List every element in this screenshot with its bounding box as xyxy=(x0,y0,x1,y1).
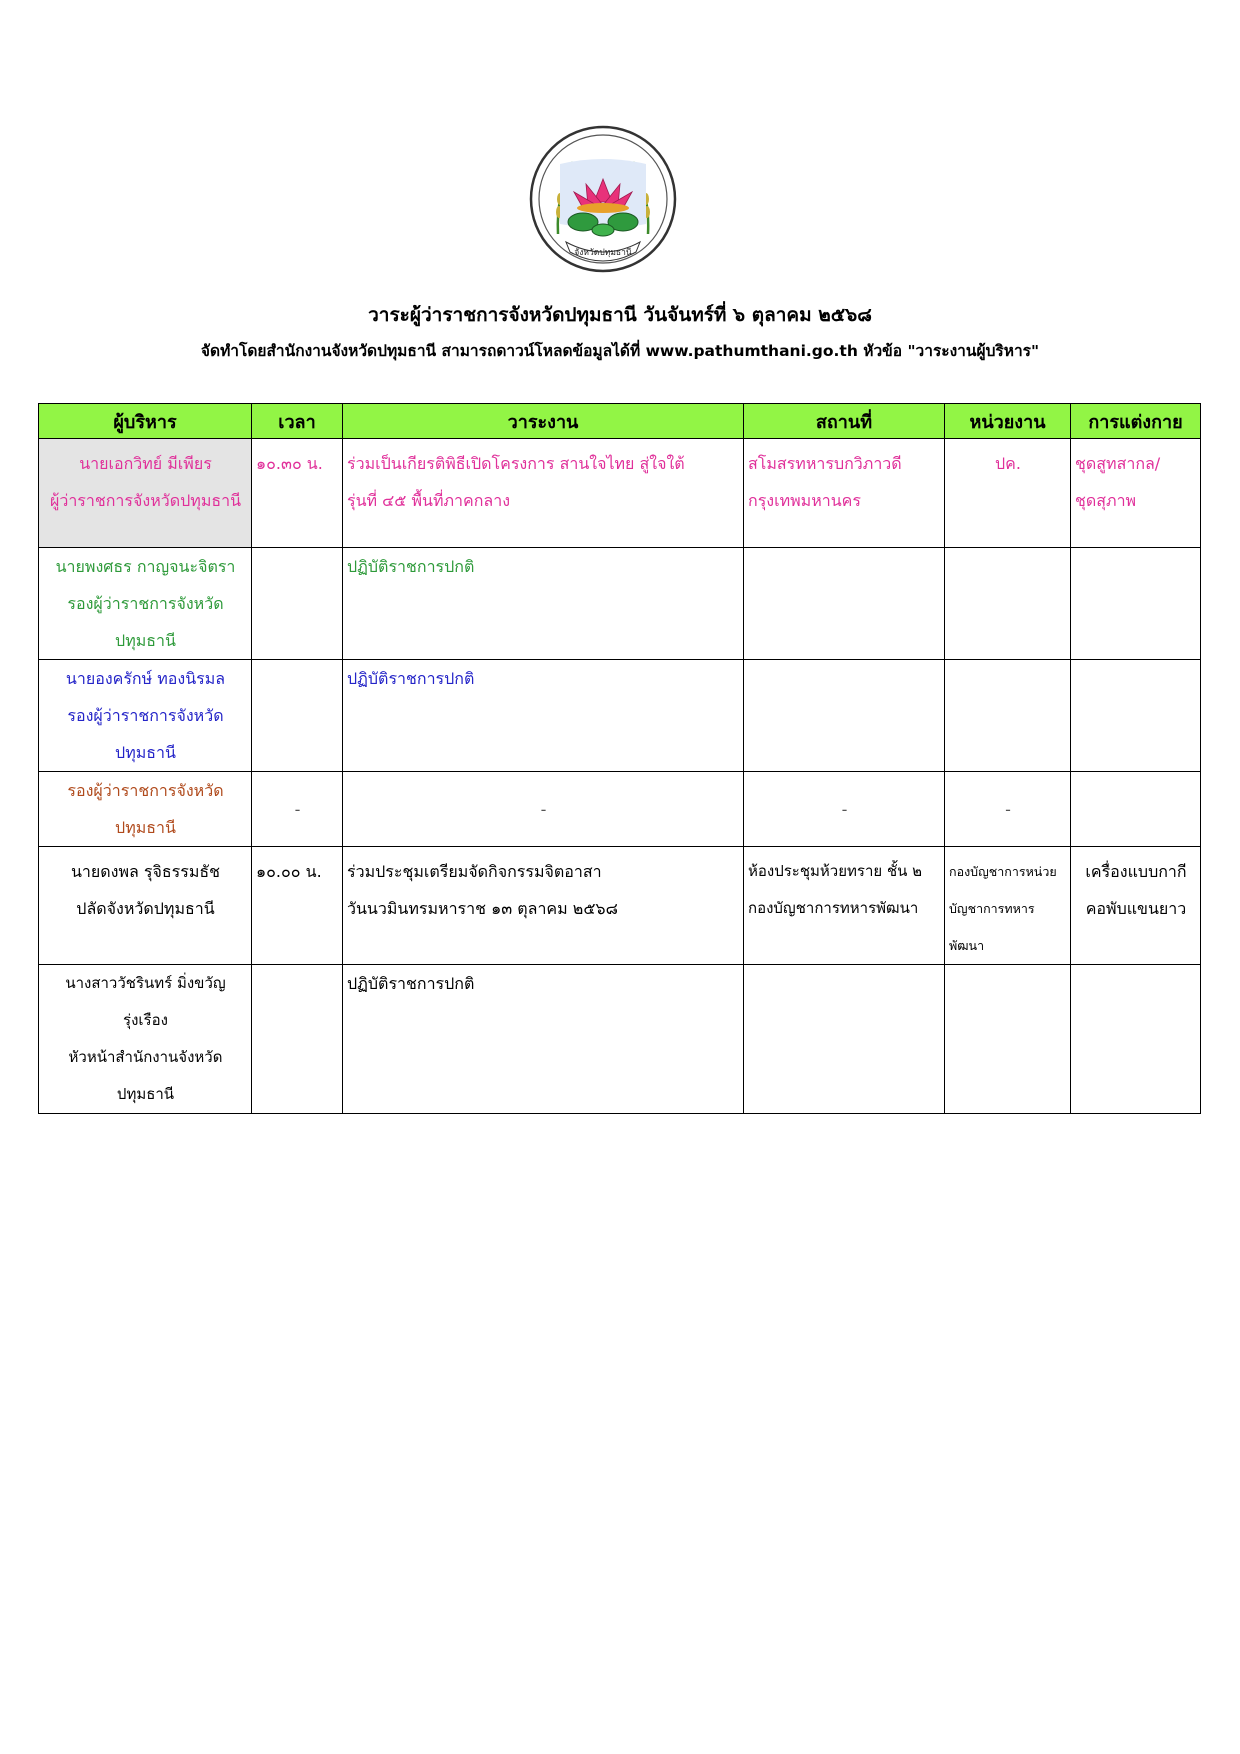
column-header-dress: การแต่งกาย xyxy=(1071,404,1201,439)
page-title: วาระผู้ว่าราชการจังหวัดปทุมธานี วันจันทร์ที่ ๖ ตุลาคม ๒๕๖๘ xyxy=(368,304,872,326)
time-cell xyxy=(252,548,343,660)
dress-cell xyxy=(1071,965,1201,1114)
agenda-line: รุ่นที่ ๔๕ พื้นที่ภาคกลาง xyxy=(347,491,511,510)
column-header-place: สถานที่ xyxy=(744,404,945,439)
executive-cell xyxy=(39,439,252,548)
time-cell: ๑๐.๐๐ น. xyxy=(252,847,343,965)
dress-line: เครื่องแบบกากี xyxy=(1085,862,1187,881)
agenda-cell: - xyxy=(343,772,744,847)
place-line: ห้องประชุมห้วยทราย ชั้น ๒ xyxy=(748,862,923,880)
unit-line: กองบัญชาการหน่วย xyxy=(949,864,1057,879)
executive-name: นางสาววัชรินทร์ มิ่งขวัญรุ่งเรือง xyxy=(65,974,226,1029)
table-row xyxy=(39,847,1201,965)
unit-cell xyxy=(945,548,1071,660)
place-line: สโมสรทหารบกวิภาวดี xyxy=(748,454,902,473)
executive-cell xyxy=(39,847,252,965)
agenda-line: ร่วมเป็นเกียรติพิธีเปิดโครงการ สานใจไทย สู่ใจใต้ xyxy=(347,454,685,473)
executive-cell xyxy=(39,660,252,772)
dress-cell xyxy=(1071,847,1201,965)
place-cell: - xyxy=(744,772,945,847)
place-cell xyxy=(744,847,945,965)
unit-cell xyxy=(945,847,1071,965)
time-cell: - xyxy=(252,772,343,847)
agenda-line: วันนวมินทรมหาราช ๑๓ ตุลาคม ๒๕๖๘ xyxy=(347,899,618,918)
unit-cell: - xyxy=(945,772,1071,847)
agenda-cell xyxy=(343,439,744,548)
table-row xyxy=(39,439,1201,548)
time-cell xyxy=(252,660,343,772)
column-header-executive: ผู้บริหาร xyxy=(39,404,252,439)
column-header-agenda: วาระงาน xyxy=(343,404,744,439)
executive-position: ผู้ว่าราชการจังหวัดปทุมธานี xyxy=(49,491,242,510)
agenda-cell: ปฏิบัติราชการปกติ xyxy=(343,660,744,772)
agenda-cell: ปฏิบัติราชการปกติ xyxy=(343,548,744,660)
executive-name: นายพงศธร กาญจนะจิตรา xyxy=(55,557,236,576)
executive-cell xyxy=(39,965,252,1114)
agenda-cell xyxy=(343,847,744,965)
agenda-cell: ปฏิบัติราชการปกติ xyxy=(343,965,744,1114)
dress-line: ชุดสูทสากล/ xyxy=(1075,454,1161,473)
executive-name: นายองครักษ์ ทองนิรมล xyxy=(65,669,226,688)
column-header-time: เวลา xyxy=(252,404,343,439)
executive-name: นายเอกวิทย์ มีเพียร xyxy=(79,454,212,473)
dress-line: ชุดสุภาพ xyxy=(1075,491,1137,510)
table-row xyxy=(39,660,1201,772)
place-line: กองบัญชาการทหารพัฒนา xyxy=(748,899,919,917)
executive-cell xyxy=(39,548,252,660)
place-cell xyxy=(744,965,945,1114)
agenda-line: ร่วมประชุมเตรียมจัดกิจกรรมจิตอาสา xyxy=(347,862,602,881)
dress-cell xyxy=(1071,660,1201,772)
executive-position: ปลัดจังหวัดปทุมธานี xyxy=(76,899,215,918)
dress-cell xyxy=(1071,772,1201,847)
column-header-unit: หน่วยงาน xyxy=(945,404,1071,439)
time-cell xyxy=(252,965,343,1114)
executive-position: หัวหน้าสำนักงานจังหวัดปทุมธานี xyxy=(68,1048,223,1103)
unit-cell: ปค. xyxy=(945,439,1071,548)
place-cell xyxy=(744,548,945,660)
dress-cell xyxy=(1071,548,1201,660)
place-line: กรุงเทพมหานคร xyxy=(748,491,861,510)
table-row xyxy=(39,965,1201,1114)
executive-name: นายดงพล รุจิธรรมธัช xyxy=(70,862,221,881)
executive-cell: รองผู้ว่าราชการจังหวัดปทุมธานี xyxy=(39,772,252,847)
place-cell xyxy=(744,439,945,548)
time-cell: ๑๐.๓๐ น. xyxy=(252,439,343,548)
unit-line: บัญชาการทหารพัฒนา xyxy=(949,901,1035,953)
dress-cell xyxy=(1071,439,1201,548)
pathumthani-seal-logo xyxy=(528,124,678,274)
table-row xyxy=(39,772,1201,847)
unit-cell xyxy=(945,660,1071,772)
agenda-table xyxy=(38,403,1201,1114)
place-cell xyxy=(744,660,945,772)
dress-line: คอพับแขนยาว xyxy=(1085,899,1187,918)
executive-position: รองผู้ว่าราชการจังหวัดปทุมธานี xyxy=(67,594,224,650)
unit-cell xyxy=(945,965,1071,1114)
table-header-row xyxy=(39,404,1201,439)
executive-position: รองผู้ว่าราชการจังหวัดปทุมธานี xyxy=(67,706,224,762)
table-row xyxy=(39,548,1201,660)
seal-caption: จังหวัดปทุมธานี xyxy=(574,248,632,258)
page-subtitle: จัดทำโดยสำนักงานจังหวัดปทุมธานี สามารถดาวน์โหลดข้อมูลได้ที่ www.pathumthani.go.th หัวข้อ "วาระงานผู้บริหาร" xyxy=(200,342,1040,360)
